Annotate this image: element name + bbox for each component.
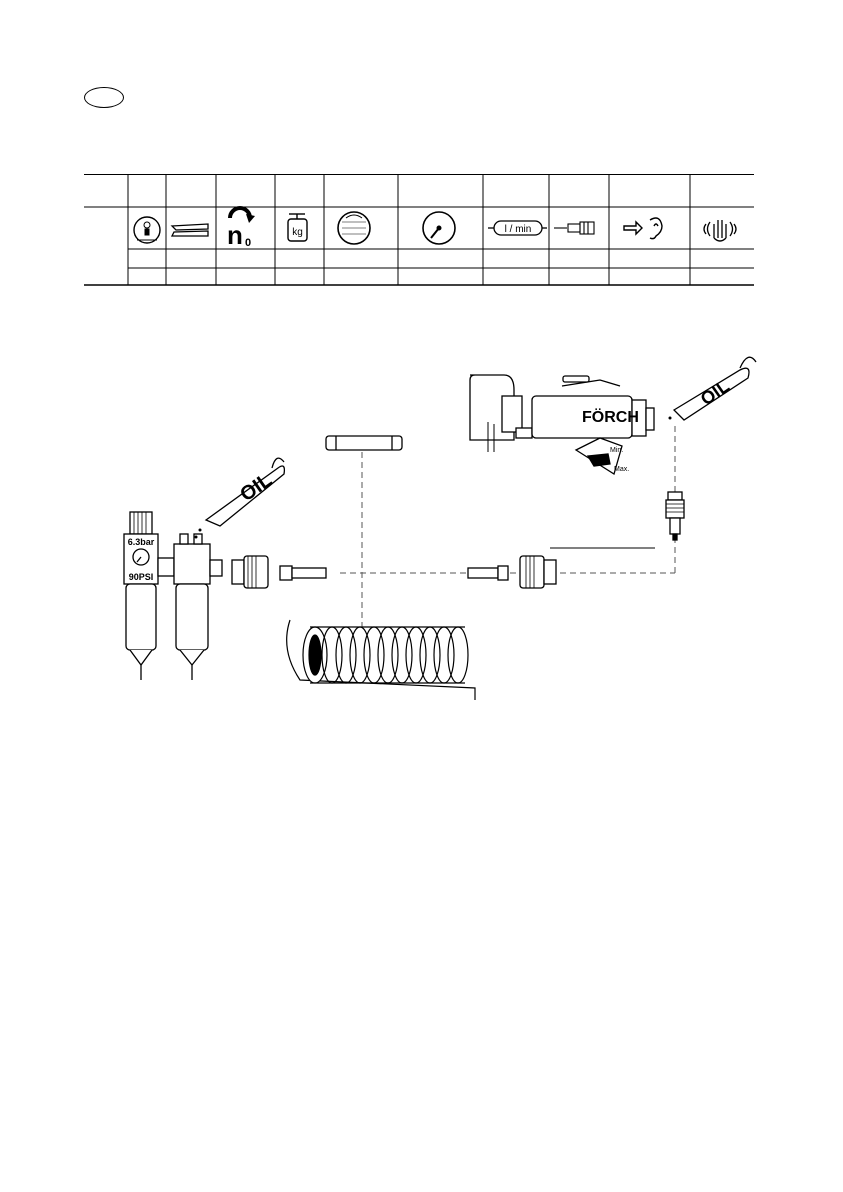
spec-table-grid: [84, 174, 754, 286]
svg-text:0: 0: [245, 237, 252, 249]
noise-level-icon: [624, 218, 662, 239]
coiled-hose: [287, 620, 475, 700]
weight-icon: [288, 214, 307, 241]
quick-coupling-left: [232, 556, 268, 588]
diagram-svg: [100, 340, 800, 710]
speed-min-label: Min.: [610, 447, 624, 454]
pressure-gauge-icon: [423, 212, 455, 244]
svg-text:n: n: [227, 220, 243, 250]
air-consumption-icon: [488, 221, 547, 235]
hose-connection-icon: [554, 222, 594, 234]
oil-can-left-icon: [195, 458, 285, 538]
pressure-psi-label: 90PSI: [128, 572, 154, 582]
quick-coupling-right: [520, 556, 556, 588]
vibration-icon: [704, 220, 736, 241]
svg-text:l / min: l / min: [504, 224, 532, 235]
spec-table: [84, 174, 754, 286]
language-badge: [84, 87, 124, 108]
plug-nipple-right: [468, 566, 508, 580]
pipe-segment: [326, 436, 402, 450]
speed-max-label: Max.: [614, 466, 630, 473]
collet-icon: [172, 224, 208, 236]
air-line-dashed: [340, 425, 675, 630]
oil-left-label: OIL: [236, 468, 277, 507]
oil-right-label: OIL: [696, 375, 733, 410]
speed-n0-icon: [227, 208, 255, 250]
air-inlet-icon: [338, 212, 370, 244]
tool-inlet-fitting: [666, 492, 684, 540]
plug-nipple-left: [280, 566, 326, 580]
oil-can-right-icon: [669, 357, 757, 420]
brand-label: FÖRCH: [582, 409, 639, 426]
grinding-disc-icon: [134, 217, 160, 243]
svg-text:kg: kg: [292, 227, 303, 238]
pressure-bar-label: 6.3bar: [127, 537, 155, 547]
pneumatic-setup-diagram: [100, 340, 800, 710]
